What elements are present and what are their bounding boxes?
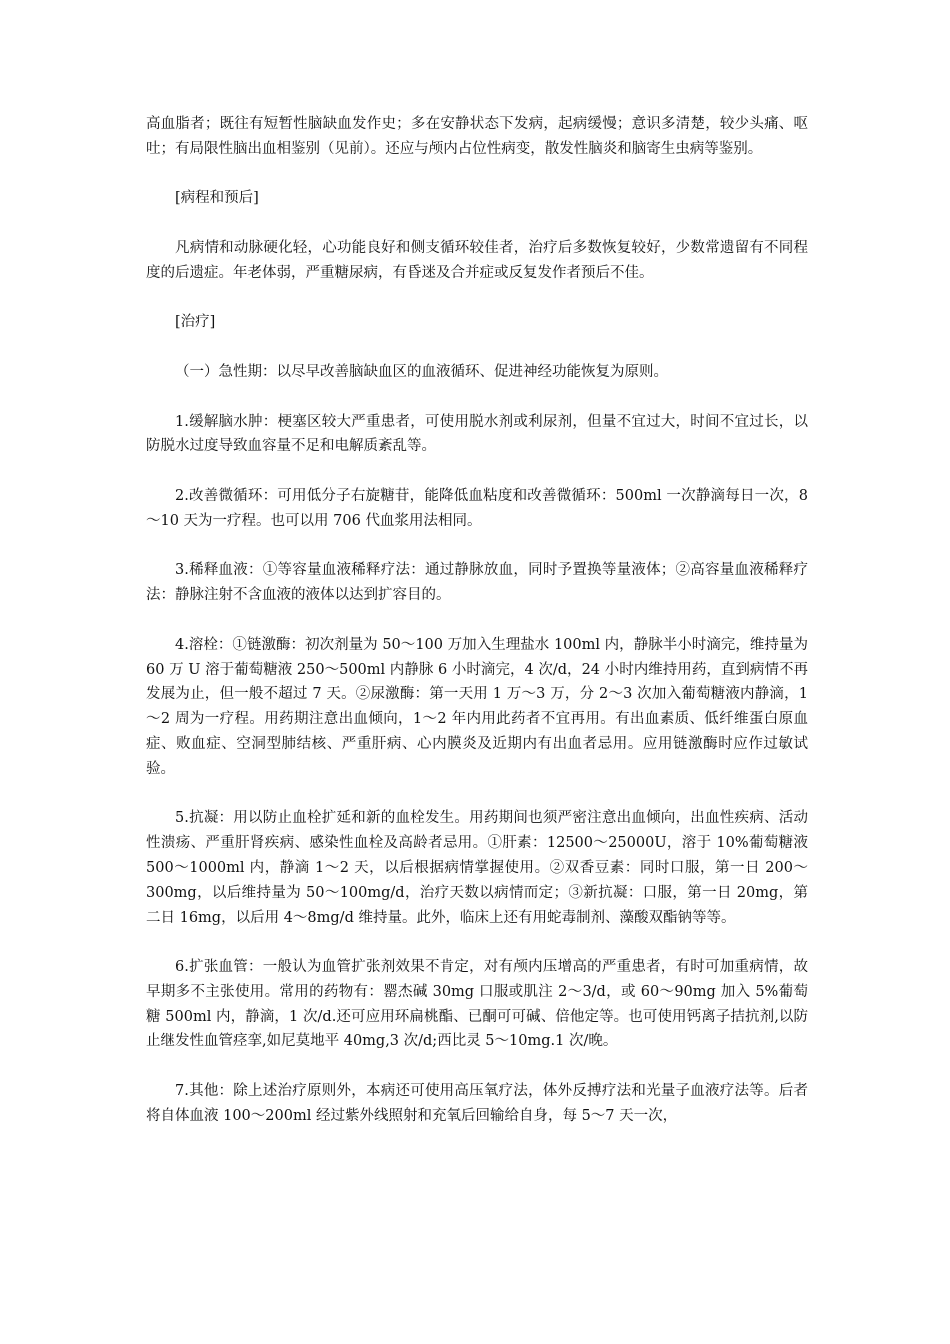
heading-treatment: [治疗] <box>175 314 216 331</box>
paragraph-item-1: 1.缓解脑水肿：梗塞区较大严重患者，可使用脱水剂或利尿剂，但量不宜过大，时间不宜过长，以防脱水过度导致血容量不足和电解质紊乱等。 <box>146 413 808 455</box>
document-body <box>146 112 808 1153</box>
paragraph-item-7: 7.其他：除上述治疗原则外，本病还可使用高压氧疗法，体外反搏疗法和光量子血液疗法等。后者将自体血液 100～200ml 经过紫外线照射和充氧后回输给自身，每 5～7 天一次， <box>146 1083 808 1124</box>
paragraph-prognosis: 凡病情和动脉硬化轻，心功能良好和侧支循环较佳者，治疗后多数恢复较好，少数常遗留有不同程度的后遗症。年老体弱，严重糖尿病，有昏迷及合并症或反复发作者预后不佳。 <box>146 239 808 281</box>
paragraph-intro: 高血脂者；既往有短暂性脑缺血发作史；多在安静状态下发病，起病缓慢；意识多清楚，较少头痛、呕吐；有局限性脑出血相鉴别（见前）。还应与颅内占位性病变，散发性脑炎和脑寄生虫病等鉴别。 <box>146 116 808 157</box>
paragraph-item-5: 5.抗凝：用以防止血栓扩延和新的血栓发生。用药期间也须严密注意出血倾向，出血性疾病、活动性溃疡、严重肝肾疾病、感染性血栓及高龄者忌用。①肝素：12500～25000U，溶于 10%葡萄糖液 500～1000ml 内，静滴 1～2 天，以后根据病情掌握使用。②双香豆素：同时口服，第一日 200～300mg，以后维持量为 50～100mg/d，治疗天数以病情而定；③新抗凝：口服，第一日 20mg，第二日 16mg，以后用 4～8mg/d 维持量。此外，临床上还有用蛇毒制剂、藻酸双酯钠等等。 <box>146 810 808 926</box>
heading-prognosis: [病程和预后] <box>175 190 259 207</box>
paragraph-item-6: 6.扩张血管：一般认为血管扩张剂效果不肯定，对有颅内压增高的严重患者，有时可加重病情，故早期多不主张使用。常用的药物有：罂杰碱 30mg 口服或肌注 2～3/d，或 60～90mg 加入 5%葡萄糖 500ml 内，静滴，1 次/d.还可应用环扁桃酯、已酮可可碱、倍他定等。也可使用钙离子拮抗剂,以防止继发性血管痉挛,如尼莫地平 40mg,3 次/d;西比灵 5～10mg.1 次/晚。 <box>146 959 808 1050</box>
paragraph-acute-phase: （一）急性期：以尽早改善脑缺血区的血液循环、促进神经功能恢复为原则。 <box>175 363 668 380</box>
paragraph-item-4: 4.溶栓：①链激酶：初次剂量为 50～100 万加入生理盐水 100ml 内，静脉半小时滴完，维持量为 60 万 U 溶于葡萄糖液 250～500ml 内静脉 6 小时滴完，4 次/d，24 小时内维持用药，直到病情不再发展为止，但一般不超过 7 天。②尿激酶：第一天用 1 万～3 万，分 2～3 次加入葡萄糖液内静滴，1～2 周为一疗程。用药期注意出血倾向，1～2 年内用此药者不宜再用。有出血素质、低纤维蛋白原血症、败血症、空洞型肺结核、严重肝病、心内膜炎及近期内有出血者忌用。应用链激酶时应作过敏试验。 <box>146 636 808 777</box>
paragraph-item-3: 3.稀释血液：①等容量血液稀释疗法：通过静脉放血，同时予置换等量液体；②高容量血液稀释疗法：静脉注射不含血液的液体以达到扩容目的。 <box>146 562 808 604</box>
paragraph-item-2: 2.改善微循环：可用低分子右旋糖苷，能降低血粘度和改善微循环：500ml 一次静滴每日一次，8～10 天为一疗程。也可以用 706 代血浆用法相同。 <box>146 487 808 529</box>
